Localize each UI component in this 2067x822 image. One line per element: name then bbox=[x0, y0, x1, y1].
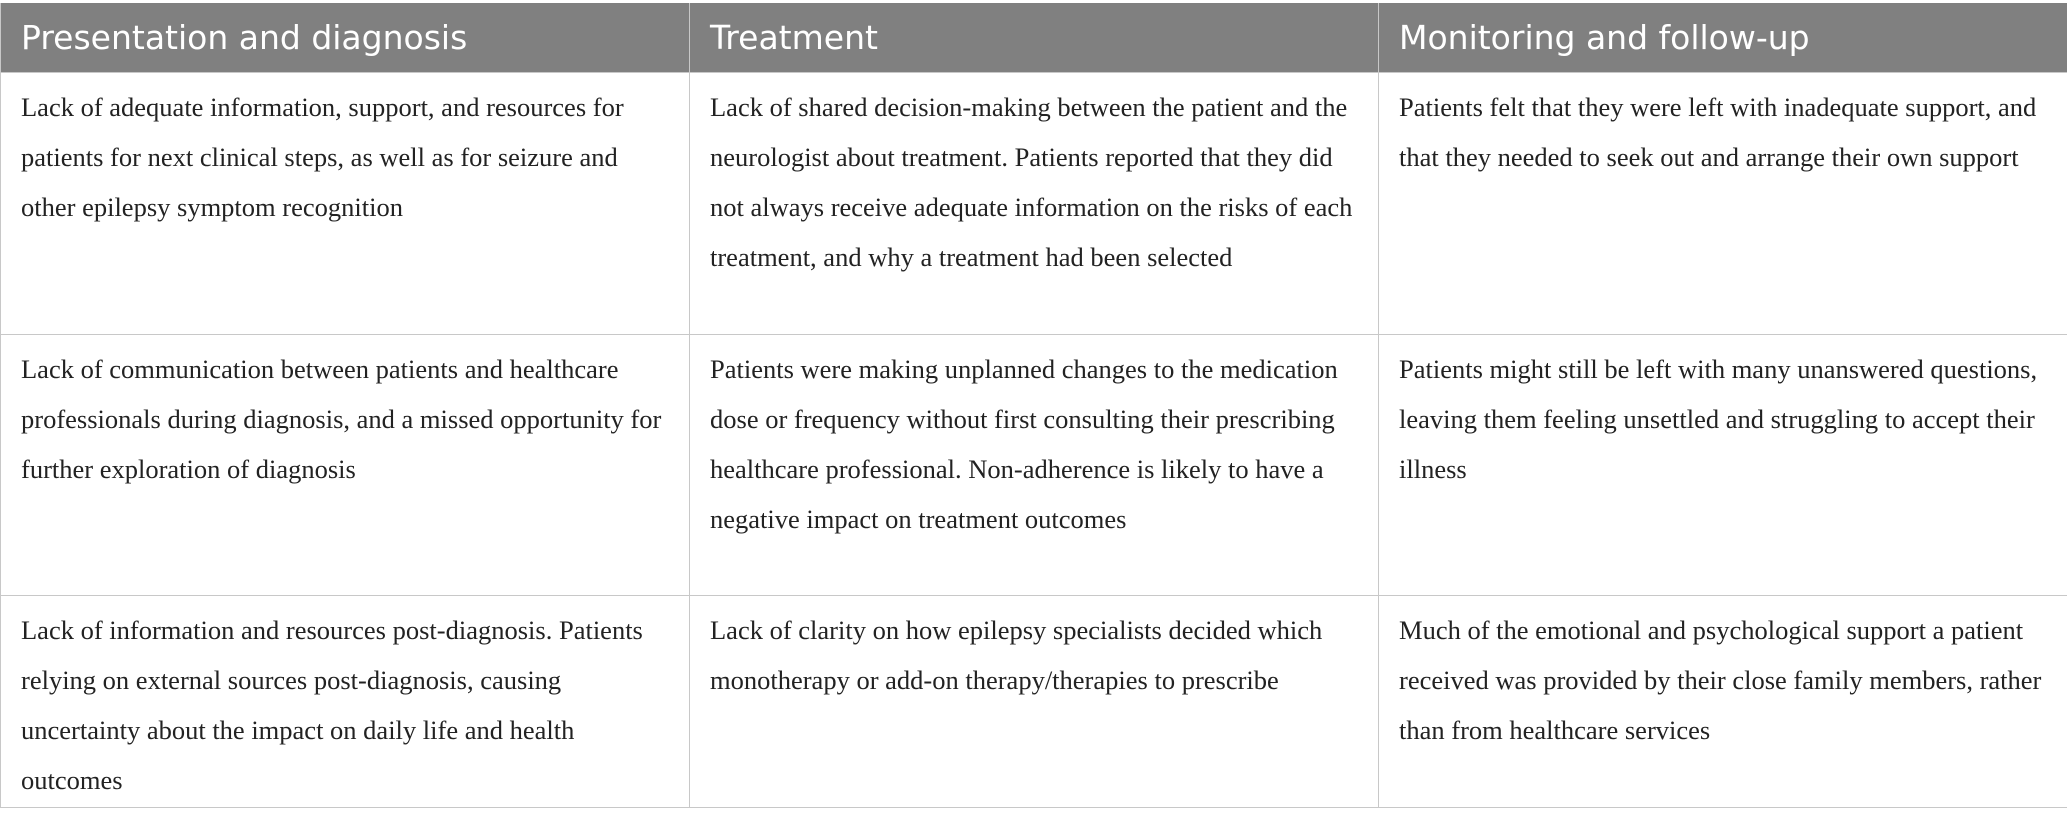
data-table-container bbox=[0, 3, 2067, 808]
table-row bbox=[1, 72, 2067, 334]
table-cell: Much of the emotional and psychological support a patient received was provided by their close family members, rather than from healthcare services bbox=[1379, 595, 2067, 807]
table-header bbox=[1, 3, 2067, 72]
table-cell: Lack of communication between patients and healthcare professionals during diagnosis, and a missed opportunity for further exploration of diagnosis bbox=[1, 334, 690, 595]
patient-journey-table bbox=[0, 3, 2067, 808]
table-row bbox=[1, 334, 2067, 595]
table-body bbox=[1, 72, 2067, 807]
table-cell: Patients might still be left with many unanswered questions, leaving them feeling unsettled and struggling to accept their illness bbox=[1379, 334, 2067, 595]
header-row bbox=[1, 3, 2067, 72]
table-row bbox=[1, 595, 2067, 807]
table-cell: Patients felt that they were left with inadequate support, and that they needed to seek out and arrange their own support bbox=[1379, 72, 2067, 334]
table-cell: Lack of clarity on how epilepsy specialists decided which monotherapy or add-on therapy/therapies to prescribe bbox=[690, 595, 1379, 807]
table-cell: Lack of adequate information, support, and resources for patients for next clinical steps, as well as for seizure and other epilepsy symptom recognition bbox=[1, 72, 690, 334]
header-presentation-and-diagnosis: Presentation and diagnosis bbox=[1, 3, 690, 72]
table-cell: Lack of information and resources post-diagnosis. Patients relying on external sources post-diagnosis, causing uncertainty about the impact on daily life and health outcomes bbox=[1, 595, 690, 807]
header-treatment: Treatment bbox=[690, 3, 1379, 72]
table-cell: Patients were making unplanned changes to the medication dose or frequency without first consulting their prescribing healthcare professional. Non-adherence is likely to have a negative impact on treatment outcomes bbox=[690, 334, 1379, 595]
table-cell: Lack of shared decision-making between the patient and the neurologist about treatment. Patients reported that they did not always receive adequate information on the risks of each treatment, and why a treatment had been selected bbox=[690, 72, 1379, 334]
header-monitoring-and-follow-up: Monitoring and follow-up bbox=[1379, 3, 2067, 72]
